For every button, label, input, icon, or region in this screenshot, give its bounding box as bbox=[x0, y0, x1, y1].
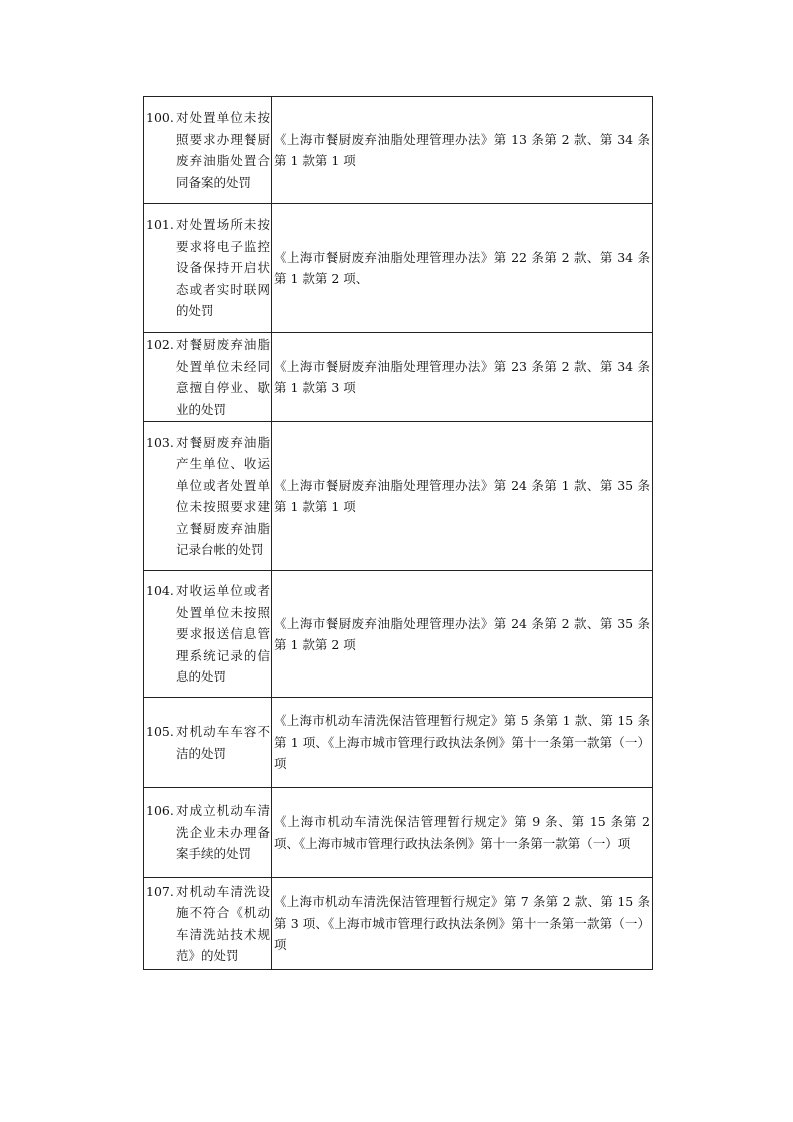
item-name: 对成立机动车清洗企业未办理备案手续的处罚 bbox=[176, 803, 270, 862]
table-row bbox=[144, 422, 653, 571]
basis-cell bbox=[272, 333, 653, 422]
table-row bbox=[144, 698, 653, 788]
item-cell bbox=[144, 204, 272, 333]
item-cell bbox=[144, 788, 272, 878]
legal-basis: 《上海市餐厨废弃油脂处理管理办法》第 13 条第 2 款、第 34 条第 1 款第 1 项 bbox=[274, 131, 650, 168]
item-cell bbox=[144, 698, 272, 788]
item-number: 106. bbox=[146, 803, 174, 819]
item-number: 101. bbox=[146, 217, 174, 233]
item-number: 105. bbox=[146, 724, 174, 739]
item-name: 对处置单位未按照要求办理餐厨废弃油脂处置合同备案的处罚 bbox=[176, 110, 270, 190]
basis-cell bbox=[272, 698, 653, 788]
item-name: 对餐厨废弃油脂产生单位、收运单位或者处置单位未按照要求建立餐厨废弃油脂记录台帐的处罚 bbox=[176, 434, 270, 557]
item-number: 100. bbox=[146, 110, 174, 125]
basis-cell bbox=[272, 788, 653, 878]
legal-basis: 《上海市机动车清洗保洁管理暂行规定》第 7 条第 2 款、第 15 条第 3 项、《上海市城市管理行政执法条例》第十一条第一款第（一）项 bbox=[274, 894, 650, 953]
item-name: 对餐厨废弃油脂处置单位未经同意擅自停业、歇业的处罚 bbox=[176, 337, 270, 417]
basis-cell bbox=[272, 571, 653, 698]
table-row bbox=[144, 333, 653, 422]
legal-basis: 《上海市机动车清洗保洁管理暂行规定》第 5 条第 1 款、第 15 条第 1 项、《上海市城市管理行政执法条例》第十一条第一款第（一）项 bbox=[274, 713, 650, 772]
basis-cell bbox=[272, 422, 653, 571]
item-cell bbox=[144, 571, 272, 698]
legal-basis: 《上海市餐厨废弃油脂处理管理办法》第 23 条第 2 款、第 34 条第 1 款第 3 项 bbox=[274, 358, 650, 395]
item-number: 102. bbox=[146, 337, 174, 352]
item-cell bbox=[144, 333, 272, 422]
penalty-basis-table bbox=[143, 96, 653, 970]
basis-cell bbox=[272, 97, 653, 204]
legal-basis: 《上海市机动车清洗保洁管理暂行规定》第 9 条、第 15 条第 2 项、《上海市城市管理行政执法条例》第十一条第一款第（一）项 bbox=[274, 814, 650, 851]
item-cell bbox=[144, 422, 272, 571]
basis-cell bbox=[272, 204, 653, 333]
item-name: 对收运单位或者处置单位未按照要求报送信息管理系统记录的信息的处罚 bbox=[176, 583, 270, 685]
table-row bbox=[144, 788, 653, 878]
item-cell bbox=[144, 97, 272, 204]
legal-basis: 《上海市餐厨废弃油脂处理管理办法》第 24 条第 1 款、第 35 条第 1 款第 1 项 bbox=[274, 477, 650, 514]
legal-basis: 《上海市餐厨废弃油脂处理管理办法》第 22 条第 2 款、第 34 条第 1 款第 2 项、 bbox=[274, 249, 650, 286]
basis-cell bbox=[272, 878, 653, 970]
table-row bbox=[144, 571, 653, 698]
item-name: 对机动车车容不洁的处罚 bbox=[176, 724, 270, 761]
table-row bbox=[144, 878, 653, 970]
table-row bbox=[144, 204, 653, 333]
item-cell bbox=[144, 878, 272, 970]
item-number: 104. bbox=[146, 583, 174, 599]
table-row bbox=[144, 97, 653, 204]
item-number: 107. bbox=[146, 883, 174, 899]
item-number: 103. bbox=[146, 434, 174, 450]
item-name: 对机动车清洗设施不符合《机动车清洗站技术规范》的处罚 bbox=[176, 883, 270, 963]
legal-basis: 《上海市餐厨废弃油脂处理管理办法》第 24 条第 2 款、第 35 条第 1 款第 2 项 bbox=[274, 615, 650, 652]
item-name: 对处置场所未按要求将电子监控设备保持开启状态或者实时联网的处罚 bbox=[176, 217, 270, 319]
